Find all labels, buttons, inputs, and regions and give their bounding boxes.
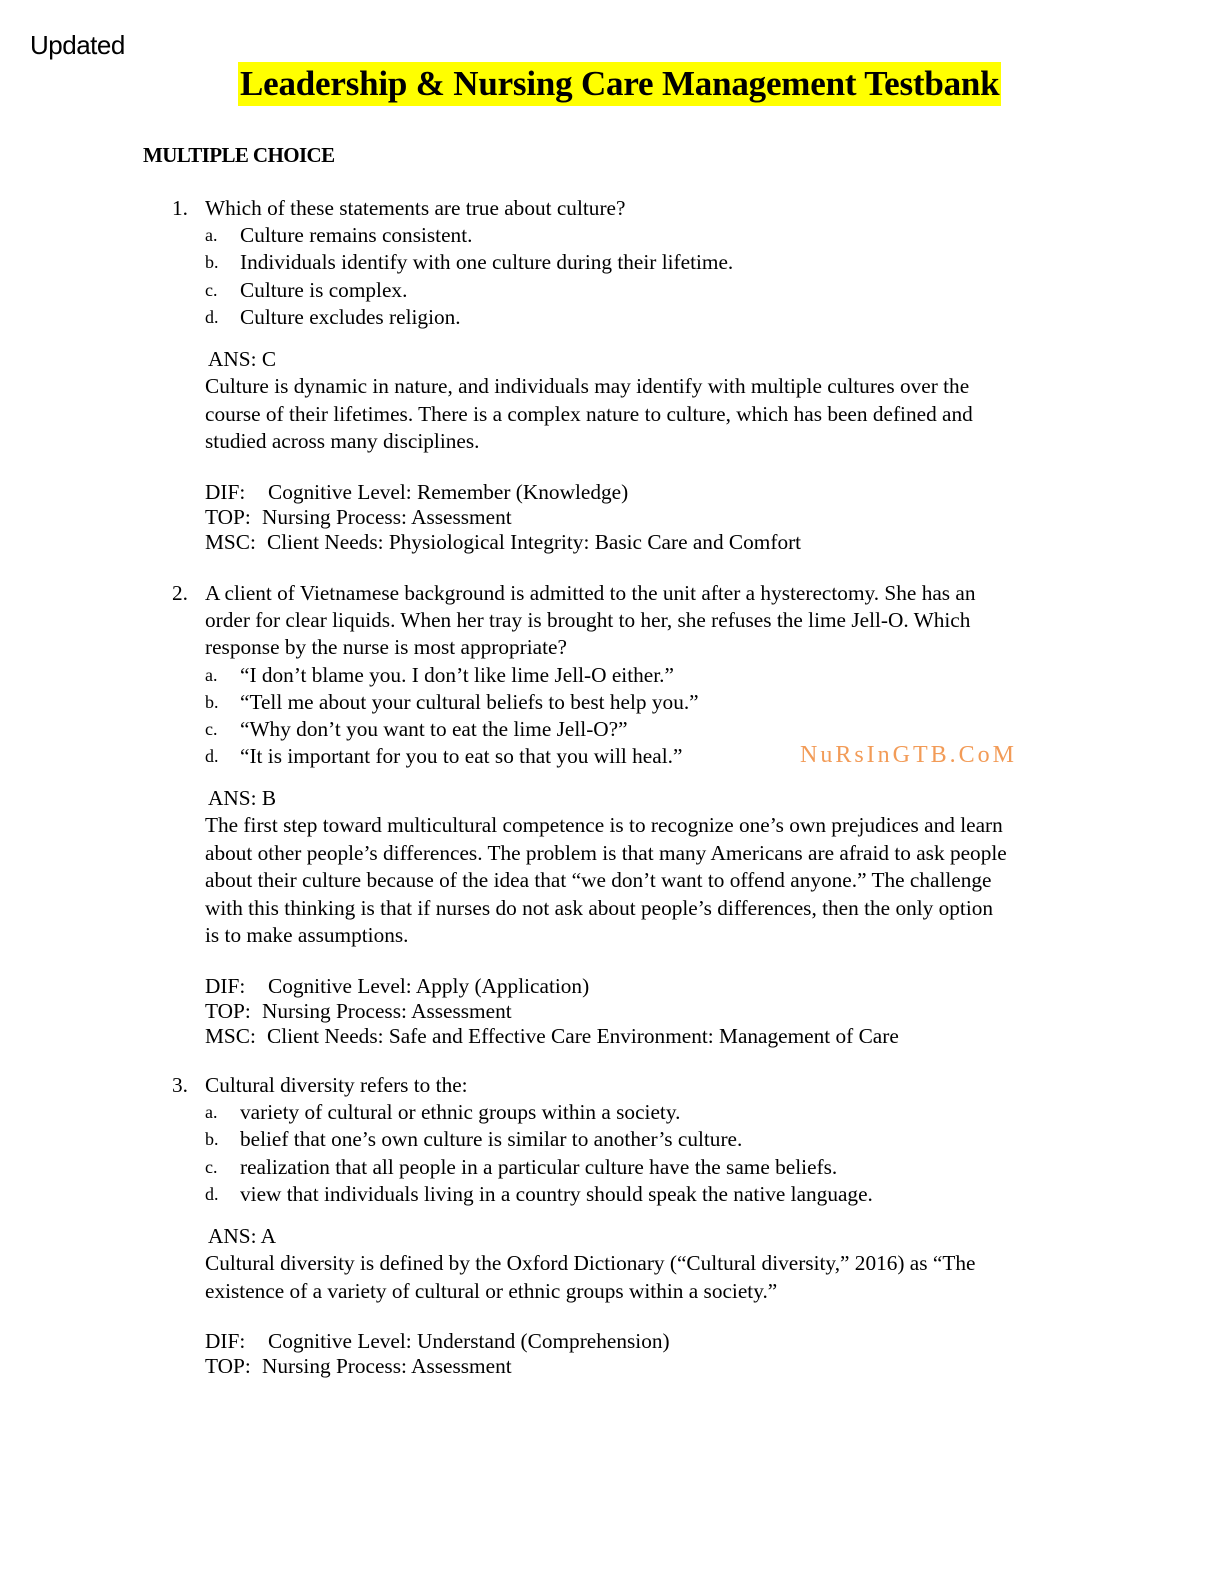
question-number: 2.	[172, 581, 188, 605]
watermark: NuRsInGTB.CoM	[800, 742, 1018, 768]
explanation-line: about other people’s differences. The problem is that many Americans are afraid to ask people	[205, 840, 1007, 865]
option-letter: a.	[205, 1102, 218, 1123]
question-stem: response by the nurse is most appropriate?	[205, 635, 567, 660]
option-letter: d.	[205, 746, 219, 767]
option-text: Culture excludes religion.	[240, 304, 461, 329]
option-text: “Why don’t you want to eat the lime Jell-O?”	[240, 717, 628, 741]
header-note: Updated	[30, 30, 125, 60]
meta-label: TOP:	[205, 504, 251, 529]
option-letter: b.	[205, 691, 219, 712]
question-stem: Which of these statements are true about culture?	[205, 196, 626, 220]
option-text: variety of cultural or ethnic groups within a society.	[240, 1100, 681, 1125]
option-letter: c.	[205, 1156, 218, 1177]
option-letter: b.	[205, 252, 219, 273]
meta-label: TOP:	[205, 1354, 251, 1378]
meta-label: TOP:	[205, 998, 251, 1023]
meta-label: MSC:	[205, 1023, 256, 1048]
explanation-line: Cultural diversity is defined by the Oxford Dictionary (“Cultural diversity,” 2016) as “The	[205, 1251, 976, 1275]
option-letter: c.	[205, 279, 218, 300]
explanation-line: course of their lifetimes. There is a complex nature to culture, which has been defined and	[205, 401, 973, 426]
option-text: Culture remains consistent.	[240, 223, 473, 248]
meta-value: Cognitive Level: Apply (Application)	[268, 973, 590, 998]
option-text: “I don’t blame you. I don’t like lime Jell-O either.”	[240, 662, 674, 687]
meta-label: MSC:	[205, 529, 256, 554]
question-stem: order for clear liquids. When her tray is brought to her, she refuses the lime Jell-O. Which	[205, 608, 971, 633]
option-letter: a.	[205, 225, 218, 246]
question-number: 3.	[172, 1073, 188, 1097]
option-text: belief that one’s own culture is similar to another’s culture.	[240, 1127, 743, 1152]
option-letter: c.	[205, 719, 218, 739]
option-letter: d.	[205, 1183, 219, 1204]
explanation-line: with this thinking is that if nurses do not ask about people’s differences, then the only option	[205, 895, 994, 920]
question-number: 1.	[172, 196, 188, 220]
option-text: view that individuals living in a country should speak the native language.	[240, 1181, 873, 1206]
option-text: “Tell me about your cultural beliefs to best help you.”	[240, 689, 699, 714]
section-heading: MULTIPLE CHOICE	[143, 143, 335, 167]
meta-value: Cognitive Level: Understand (Comprehension)	[268, 1329, 670, 1353]
option-text: realization that all people in a particular culture have the same beliefs.	[240, 1154, 838, 1179]
option-text: Culture is complex.	[240, 277, 408, 302]
meta-label: DIF:	[205, 1329, 246, 1353]
meta-value: Cognitive Level: Remember (Knowledge)	[268, 479, 629, 504]
meta-label: DIF:	[205, 479, 246, 504]
explanation-line: is to make assumptions.	[205, 923, 409, 948]
question-stem: Cultural diversity refers to the:	[205, 1073, 468, 1097]
option-letter: d.	[205, 306, 219, 327]
meta-value: Client Needs: Physiological Integrity: Basic Care and Comfort	[267, 529, 802, 554]
option-letter: b.	[205, 1129, 219, 1150]
explanation-line: studied across many disciplines.	[205, 429, 480, 453]
option-text: “It is important for you to eat so that you will heal.”	[240, 744, 683, 769]
explanation-line: existence of a variety of cultural or ethnic groups within a society.”	[205, 1278, 778, 1303]
answer: ANS: A	[208, 1224, 277, 1248]
option-text: Individuals identify with one culture during their lifetime.	[240, 250, 734, 275]
explanation-line: about their culture because of the idea that “we don’t want to offend anyone.” The challenge	[205, 868, 992, 893]
document-title: Leadership & Nursing Care Management Testbank	[238, 62, 1001, 106]
meta-value: Nursing Process: Assessment	[262, 998, 512, 1023]
meta-value: Nursing Process: Assessment	[262, 504, 512, 529]
question-stem: A client of Vietnamese background is admitted to the unit after a hysterectomy. She has an	[205, 581, 976, 605]
answer: ANS: C	[208, 347, 277, 371]
explanation-line: The first step toward multicultural competence is to recognize one’s own prejudices and learn	[205, 813, 1003, 838]
meta-value: Nursing Process: Assessment	[262, 1354, 512, 1378]
option-letter: a.	[205, 664, 218, 685]
explanation-line: Culture is dynamic in nature, and individuals may identify with multiple cultures over the	[205, 374, 970, 398]
answer: ANS: B	[208, 786, 277, 811]
meta-value: Client Needs: Safe and Effective Care Environment: Management of Care	[267, 1023, 899, 1048]
meta-label: DIF:	[205, 973, 246, 998]
